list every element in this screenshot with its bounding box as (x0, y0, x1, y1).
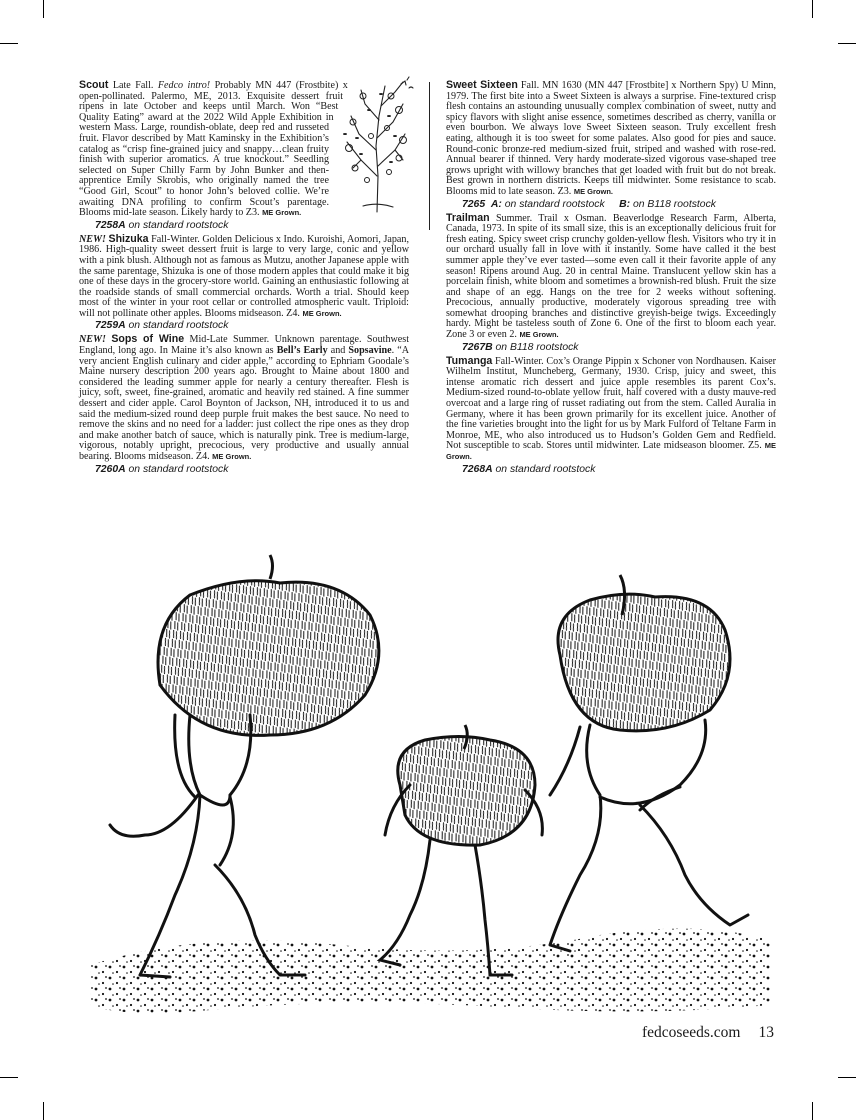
crop-mark (43, 1102, 44, 1120)
variety-description: Fall. MN 1630 (MN 447 [Frostbite] x Northern Spy) U Minn, 1979. The first bite into a Sweet Sixteen is always a surprise. Fine-textured crisp flesh contains an astounding unusually complex combination of sweet, nutty and spicy flavors with slight anise essence, sometimes described as cherry, vanilla or even bourbon. We always love Sweet Sixteen season. Truly excellent fresh eating, although it is too sweet for some palates. Also good for pies and sauce. Round-conic bronze-red medium-sized fruit, striped and washed with rose-red. Annual bearer if thinned. Very hardy moderate-sized vigorous vase-shaped tree grows upright with willowy branches that get loaded with fruit but do not break. Best grown in northern districts. Keeps till midwinter. Some resistance to scab. Blooms mid to late season. Z3. (446, 80, 776, 197)
crop-mark (0, 43, 18, 44)
crop-mark (812, 0, 813, 18)
rootstock-text: on B118 rootstock (492, 341, 579, 353)
rootstock-line (462, 342, 776, 353)
order-code: 7265 (462, 198, 486, 210)
order-code: 7258A (95, 219, 126, 231)
new-badge: NEW! (79, 233, 106, 245)
me-grown-label: ME Grown. (262, 208, 302, 218)
order-code: 7260A (95, 463, 126, 475)
entry-tumanga (446, 356, 776, 475)
variety-name: Trailman (446, 211, 490, 224)
me-grown-label: ME Grown. (302, 308, 342, 318)
me-grown-label: ME Grown. (573, 186, 614, 196)
me-grown-label: ME Grown. (446, 441, 776, 461)
page-number: 13 (758, 1024, 774, 1041)
rootstock-text: on standard rootstock (125, 320, 229, 332)
option-a-label: A: (490, 198, 502, 210)
crop-mark (0, 1077, 18, 1078)
ground-speckle (90, 929, 770, 1013)
alias-name: Sopsavine (348, 345, 392, 357)
order-code: 7259A (95, 320, 126, 332)
right-apple (558, 575, 730, 731)
crop-mark (838, 1077, 856, 1078)
me-grown-label: ME Grown. (212, 452, 252, 461)
column-divider (429, 82, 430, 230)
page-footer (642, 1024, 774, 1042)
rootstock-text: on standard rootstock (492, 463, 596, 475)
variety-name: Tumanga (446, 354, 493, 367)
apple-tree-sketch-icon (333, 76, 415, 214)
entry-trailman (446, 213, 776, 353)
entry-scout (79, 80, 409, 231)
website-url: fedcoseeds.com (641, 1024, 741, 1041)
me-grown-label: ME Grown. (519, 330, 559, 340)
rootstock-text: on standard rootstock (501, 198, 605, 210)
entry-sweet-sixteen (446, 80, 776, 210)
alias-name: Bell’s Early (276, 345, 328, 357)
middle-apple (398, 725, 535, 845)
left-apple (158, 555, 379, 735)
rootstock-text: on standard rootstock (125, 219, 229, 231)
figures-carrying-apples-illustration (80, 535, 780, 1025)
crop-mark (43, 0, 44, 18)
variety-description: Fall-Winter. Cox’s Orange Pippin x Schoner von Nordhausen. Kaiser Wilhelm Institut, Muncheberg, Germany, 1930. Crisp, juicy and sweet, this intense aromatic rich dessert and juice apple resembles its parent Cox’s. Medium-sized round-to-oblate yellow fruit, half covered with a dusty mauve-red overcoat and a large ring of russet radiating out from the stem. Called Auralia in Germany, where it has been grown primarily for its excellent juice. Another of the fine varieties brought into the light for us by Mark Fulford of Teltane Farm in Monroe, ME, who also introduced us to Hudson’s Golden Gem and Redfield. Not susceptible to scab. Stores until midwinter. Late midseason bloomer. Z5. (446, 355, 776, 452)
right-column (446, 80, 776, 478)
rootstock-line (95, 464, 409, 475)
variety-description: Fall-Winter. Golden Delicious x Indo. Kuroishi, Aomori, Japan, 1986. High-quality sweet dessert fruit is large to very large, conic and yellow with a pink blush. Although not as famous as Mutzu, another Japanese apple with the same parentage, Shizuka is one of those modern apples that could make it big one of these days in the grocery-store world. Gaining an enthusiastic following at the roadside stands of small commercial orchards. Worth a trial. Should keep most of the winter in your root cellar or controlled atmospheric vault. Triploid: will not pollinate other apples. Blooms midseason. Z4. (79, 233, 409, 319)
entry-shizuka (79, 234, 409, 332)
entry-sops-of-wine: NEW! Sops of Wine Mid-Late Summer. Unknown parentage. Southwest England, long ago. In Maine it’s also known as Bell’s Early and Sopsavine. “A very ancient English culinary and cider apple,” according to Ephriam Goodale’s Maine nursery description 200 years ago. Brought to Maine about 1800 and considered the leading summer apple for nearly a century thereafter. Flesh is juicy, soft, sweet, fine-grained, aromatic and heavily red stained. A fine summer dessert and cider apple. Carol Boynton of Jackson, NH, introduced it to us and said the medium-sized round deep purple fruit makes the best sauce. No need to remove the skins and no need for a ladder: just collect the ripe ones as they drop and make another batch of sauce, which is naturally pink. Tree is medium-large, vigorous, notably upright, precocious, very productive and usually annual bearing. Blooms midseason. Z4. ME Grown. 7260A on standard rootstock (79, 333, 409, 475)
variety-description: Summer. Trail x Osman. Beaverlodge Research Farm, Alberta, Canada, 1973. In spite of its small size, this is an exceptionally delicious fruit for fresh eating. Spicy sweet crisp crunchy golden-yellow flesh. Visitors who try it in our orchard usually fall in love with it instantly. Some have called it the best summer apple they’ve ever tasted—some even call it their favorite apple of any season! Ripens around Aug. 20 in central Maine. Translucent yellow skin has a porcelain finish, white bloom and sometimes a brownish-red blush. Fruit the size and shape of an egg. Hangs on the tree for 2 weeks without softening. Precocious, annually productive, moderately vigorous spreading tree with somewhat drooping branches and distinctive greyish-beige twigs. Exceedingly hardy. Might be tasteless south of Zone 6. One of the first to bloom each year. Zone 3 or even 2. (446, 212, 776, 341)
crop-mark (838, 43, 856, 44)
rootstock-line (462, 199, 776, 210)
rootstock-line (462, 464, 776, 475)
variety-description: Mid-Late Summer. Unknown parentage. Southwest England, long ago. In Maine it’s also known as (79, 334, 409, 357)
rootstock-line (95, 320, 409, 331)
rootstock-text: on B118 rootstock (630, 198, 716, 210)
order-code: 7268A (462, 463, 493, 475)
variety-description-cont: . “A very ancient English culinary and cider apple,” according to Ephriam Goodale’s Maine nursery description 200 years ago. Brought to Maine about 1800 and considered the leading summer apple for nearly a century thereafter. Flesh is juicy, soft, sweet, fine-grained, aromatic and heavily red stained. A fine summer dessert and cider apple. Carol Boynton of Jackson, NH, introduced it to us and said the medium-sized round deep purple fruit makes the best sauce. No need to remove the skins and no need for a ladder: just collect the ripe ones as they drop and make another batch of sauce, which is naturally pink. Tree is medium-large, vigorous, notably upright, precocious, very productive and usually annual bearing. Blooms midseason. Z4. (79, 345, 409, 462)
variety-season: Late Fall. (108, 80, 158, 91)
fedco-intro-label: Fedco intro! (157, 80, 211, 91)
left-column (79, 80, 409, 478)
order-code: 7267B (462, 341, 493, 353)
variety-name: Shizuka (108, 232, 149, 245)
rootstock-text: on standard rootstock (125, 463, 229, 475)
variety-name: Scout (79, 79, 109, 91)
variety-description: Probably MN 447 (Frostbite) x open-pollinated. Palermo, ME, 2013. Exquisite dessert fruit ripens in late October and keeps until March. Won “Best Quality Eating” award at the 2022 Wild Apple Exhibition in western Mass. Large, roundish-oblate, deep red and russeted fruit. Flavor described by Matt Kaminsky in the Exhibition’s catalog as “crisp fine-grained juicy and snappy…clean fruity finish with superior aromatics. A true knockout.” Seedling selected on Super Chilly Farm by John Bunker and then-apprentice Emily Skrobis, who originally named the tree “Good Girl, Scout” to honor John’s beloved collie. We’re awaiting DNA profiling to confirm Scout’s parentage. Blooms mid-late season. Likely hardy to Z3. (79, 80, 348, 219)
new-badge: NEW! (79, 334, 106, 346)
left-figure (110, 715, 305, 977)
variety-name: Sweet Sixteen (446, 79, 518, 91)
crop-mark (812, 1102, 813, 1120)
variety-name: Sops of Wine (111, 333, 185, 346)
rootstock-line (95, 220, 409, 231)
right-figure (550, 720, 748, 951)
option-b-label: B: (619, 198, 631, 210)
